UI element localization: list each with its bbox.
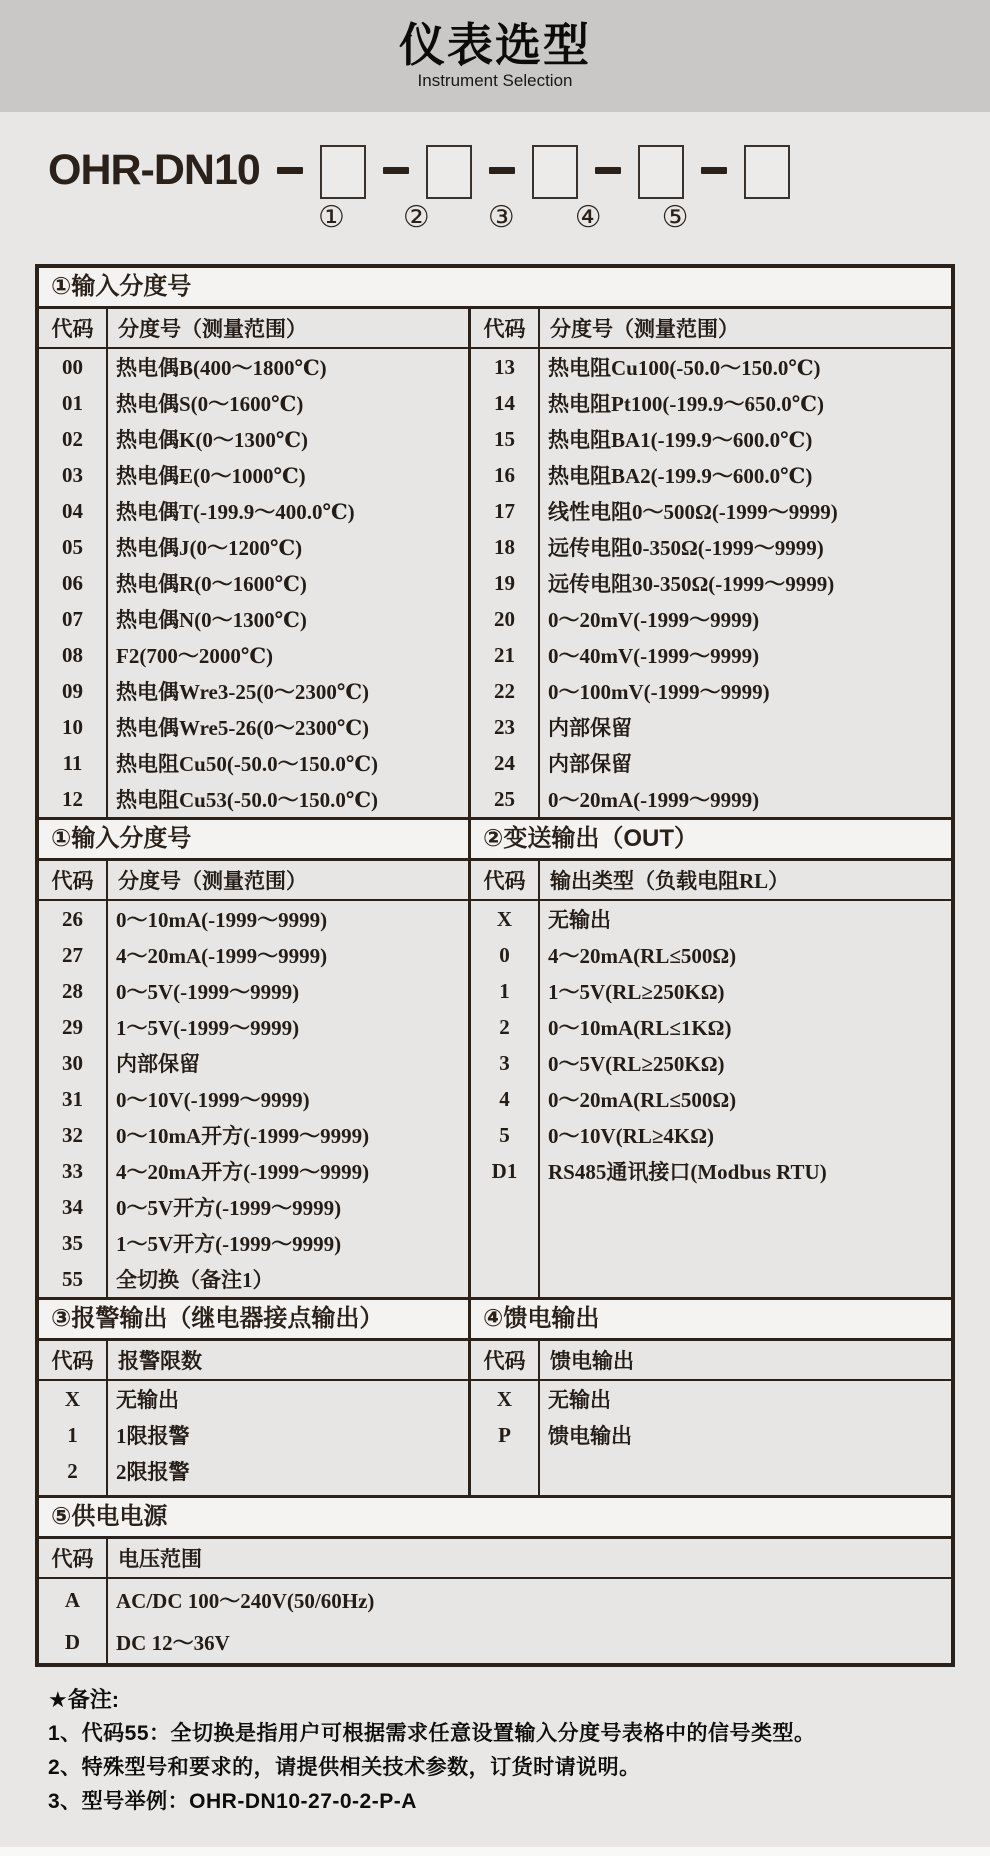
position-number-row bbox=[48, 198, 990, 238]
section1-left-rows bbox=[39, 349, 468, 817]
table-row bbox=[39, 1117, 468, 1153]
section-input-graduation-2-and-output bbox=[39, 817, 951, 1297]
table-row bbox=[471, 457, 951, 493]
model-slot-2 bbox=[366, 143, 472, 197]
desc-cell: 0～20mA(-1999～9999) bbox=[548, 788, 760, 812]
code-cell: 22 bbox=[494, 678, 515, 703]
desc-column-header: 电压范围 bbox=[118, 1547, 202, 1571]
desc-cell: 热电偶K(0～1300℃) bbox=[116, 428, 308, 452]
circled-2-icon: ② bbox=[402, 200, 430, 235]
section5-title: ⑤供电电源 bbox=[51, 1503, 168, 1530]
model-prefix: OHR-DN10 bbox=[48, 145, 260, 194]
title-band bbox=[0, 0, 990, 112]
model-code-area bbox=[0, 112, 990, 238]
desc-column-header: 输出类型（负载电阻RL） bbox=[550, 869, 790, 893]
code-cell: 14 bbox=[494, 390, 515, 415]
section4-rows bbox=[468, 1381, 951, 1495]
desc-cell: 1限报警 bbox=[116, 1424, 190, 1448]
model-slot-1 bbox=[260, 143, 366, 197]
table-row bbox=[39, 1261, 468, 1297]
model-slot-3 bbox=[472, 143, 578, 197]
desc-cell: 0～5V(-1999～9999) bbox=[116, 980, 300, 1004]
code-cell: 2 bbox=[499, 1014, 510, 1039]
selection-table bbox=[35, 264, 955, 1667]
section5-header bbox=[39, 1539, 951, 1577]
section2-right-rows bbox=[468, 901, 951, 1297]
desc-cell: 热电偶T(-199.9～400.0℃) bbox=[116, 500, 355, 524]
code-cell: 32 bbox=[62, 1122, 83, 1147]
desc-cell: 热电偶S(0～1600℃) bbox=[116, 392, 304, 416]
desc-column-header: 报警限数 bbox=[118, 1349, 202, 1373]
section-input-graduation-1 bbox=[39, 268, 951, 817]
table-row bbox=[471, 1381, 951, 1417]
table-row bbox=[471, 781, 951, 817]
table-row bbox=[471, 529, 951, 565]
code-cell: 55 bbox=[62, 1266, 83, 1291]
remarks-heading: ★备注: bbox=[48, 1687, 120, 1712]
table-row bbox=[471, 1045, 951, 1081]
code-cell: 27 bbox=[62, 942, 83, 967]
desc-cell: 内部保留 bbox=[548, 752, 632, 776]
table-row bbox=[471, 937, 951, 973]
section3-header bbox=[39, 1341, 468, 1379]
desc-cell: 1～5V开方(-1999～9999) bbox=[116, 1232, 342, 1256]
desc-cell: 2限报警 bbox=[116, 1460, 190, 1484]
table-row bbox=[471, 1009, 951, 1045]
desc-cell: 内部保留 bbox=[548, 716, 632, 740]
circled-1-icon: ① bbox=[318, 200, 345, 235]
code-cell: 16 bbox=[494, 462, 515, 487]
desc-cell: 0～5V(RL≥250KΩ) bbox=[548, 1052, 725, 1076]
desc-cell: 1～5V(RL≥250KΩ) bbox=[548, 980, 725, 1004]
code-cell: 04 bbox=[62, 498, 83, 523]
code-cell: 11 bbox=[62, 750, 83, 775]
code-cell: 09 bbox=[62, 678, 83, 703]
desc-cell: 热电阻BA2(-199.9～600.0℃) bbox=[548, 464, 813, 488]
code-cell: 2 bbox=[67, 1458, 78, 1483]
section2-right-header bbox=[468, 861, 951, 899]
dash-icon bbox=[277, 167, 303, 174]
table-row bbox=[39, 709, 468, 745]
section1-right-rows bbox=[468, 349, 951, 817]
code-cell: 13 bbox=[494, 354, 515, 379]
table-row bbox=[39, 565, 468, 601]
code-cell: 10 bbox=[62, 714, 83, 739]
table-row bbox=[39, 901, 468, 937]
section4-header bbox=[468, 1341, 951, 1379]
code-cell: 21 bbox=[494, 642, 515, 667]
table-row bbox=[39, 529, 468, 565]
code-cell: D bbox=[64, 1629, 81, 1654]
table-row bbox=[471, 1417, 951, 1453]
model-code-box-3 bbox=[532, 145, 578, 199]
desc-cell: 0～10V(RL≥4KΩ) bbox=[548, 1124, 715, 1148]
dash-icon bbox=[701, 167, 727, 174]
code-cell: 05 bbox=[62, 534, 83, 559]
table-row bbox=[471, 637, 951, 673]
table-row bbox=[471, 745, 951, 781]
desc-column-header: 分度号（测量范围） bbox=[550, 317, 739, 341]
desc-cell: 0～10mA开方(-1999～9999) bbox=[116, 1124, 370, 1148]
page-subtitle: Instrument Selection bbox=[417, 71, 573, 91]
table-row bbox=[39, 1153, 468, 1189]
desc-cell: 0～10mA(-1999～9999) bbox=[116, 908, 328, 932]
section3-title: ③报警输出（继电器接点输出） bbox=[51, 1305, 384, 1332]
code-cell: P bbox=[498, 1422, 511, 1447]
desc-cell: 远传电阻30-350Ω(-1999～9999) bbox=[548, 572, 835, 596]
table-row bbox=[471, 709, 951, 745]
code-cell: 30 bbox=[62, 1050, 83, 1075]
table-row bbox=[471, 601, 951, 637]
code-cell: 15 bbox=[494, 426, 515, 451]
desc-column-header: 分度号（测量范围） bbox=[118, 317, 307, 341]
desc-cell: 4～20mA(-1999～9999) bbox=[116, 944, 328, 968]
table-row bbox=[471, 493, 951, 529]
table-row bbox=[471, 1117, 951, 1153]
remarks-block bbox=[0, 1667, 990, 1819]
desc-cell: 热电偶N(0～1300℃) bbox=[116, 608, 307, 632]
desc-cell: RS485通讯接口(Modbus RTU) bbox=[548, 1160, 827, 1184]
table-row bbox=[39, 457, 468, 493]
table-row bbox=[39, 421, 468, 457]
code-column-header: 代码 bbox=[51, 1349, 94, 1373]
desc-cell: 无输出 bbox=[548, 908, 611, 932]
desc-cell: 0～10mA(RL≤1KΩ) bbox=[548, 1016, 732, 1040]
desc-cell: AC/DC 100～240V(50/60Hz) bbox=[116, 1589, 375, 1613]
code-cell: 06 bbox=[62, 570, 83, 595]
code-column-header: 代码 bbox=[483, 317, 526, 341]
bottom-page-edge bbox=[0, 1847, 990, 1856]
code-cell: 3 bbox=[499, 1050, 510, 1075]
code-cell: 03 bbox=[62, 462, 83, 487]
table-row bbox=[39, 1453, 468, 1489]
table-row bbox=[471, 973, 951, 1009]
table-row bbox=[471, 565, 951, 601]
table-row bbox=[471, 673, 951, 709]
desc-cell: 热电偶E(0～1000℃) bbox=[116, 464, 306, 488]
section2-right-title: ②变送输出（OUT） bbox=[468, 820, 951, 858]
table-row bbox=[471, 421, 951, 457]
code-cell: 18 bbox=[494, 534, 515, 559]
table-row bbox=[471, 901, 951, 937]
model-code-box-5 bbox=[744, 145, 790, 199]
model-code-box-1 bbox=[320, 145, 366, 199]
table-row bbox=[39, 1009, 468, 1045]
code-cell: 4 bbox=[499, 1086, 510, 1111]
table-row bbox=[39, 493, 468, 529]
desc-cell: 0～100mV(-1999～9999) bbox=[548, 680, 770, 704]
section-alarm-and-feed-output bbox=[39, 1297, 951, 1495]
code-cell: 24 bbox=[494, 750, 515, 775]
section5-rows bbox=[39, 1579, 951, 1663]
desc-cell: F2(700～2000℃) bbox=[116, 644, 273, 668]
code-cell: 26 bbox=[62, 906, 83, 931]
remark-item-2: 2、特殊型号和要求的，请提供相关技术参数，订货时请说明。 bbox=[48, 1756, 641, 1779]
table-row bbox=[471, 349, 951, 385]
desc-cell: 内部保留 bbox=[116, 1052, 200, 1076]
code-cell: 34 bbox=[62, 1194, 83, 1219]
desc-cell: 0～40mV(-1999～9999) bbox=[548, 644, 760, 668]
desc-column-header: 分度号（测量范围） bbox=[118, 869, 307, 893]
code-cell: 33 bbox=[62, 1158, 83, 1183]
code-cell: 1 bbox=[499, 978, 510, 1003]
desc-cell: 热电偶Wre3-25(0～2300℃) bbox=[116, 680, 370, 704]
code-cell: 01 bbox=[62, 390, 83, 415]
section1-left-header bbox=[39, 309, 468, 347]
desc-cell: 热电偶J(0～1200℃) bbox=[116, 536, 303, 560]
table-row bbox=[39, 781, 468, 817]
circled-4-icon: ④ bbox=[574, 200, 602, 235]
dash-icon bbox=[595, 167, 621, 174]
desc-cell: 热电偶R(0～1600℃) bbox=[116, 572, 307, 596]
code-cell: 12 bbox=[62, 786, 83, 811]
desc-cell: 全切换（备注1） bbox=[116, 1268, 274, 1292]
section2-left-rows bbox=[39, 901, 468, 1297]
code-column-header: 代码 bbox=[51, 317, 94, 341]
desc-cell: 无输出 bbox=[116, 1388, 179, 1412]
code-cell: 17 bbox=[494, 498, 515, 523]
table-row bbox=[471, 385, 951, 421]
code-cell: 28 bbox=[62, 978, 83, 1003]
desc-cell: 0～5V开方(-1999～9999) bbox=[116, 1196, 342, 1220]
table-row bbox=[39, 937, 468, 973]
desc-cell: 热电阻Pt100(-199.9～650.0℃) bbox=[548, 392, 824, 416]
table-row bbox=[39, 1225, 468, 1261]
model-slot-4 bbox=[578, 143, 684, 197]
code-cell: 0 bbox=[499, 942, 510, 967]
code-cell: 23 bbox=[494, 714, 515, 739]
code-cell: 20 bbox=[494, 606, 515, 631]
code-cell: X bbox=[496, 1386, 513, 1411]
table-row bbox=[39, 1081, 468, 1117]
model-code-line bbox=[48, 142, 990, 198]
desc-cell: 4～20mA(RL≤500Ω) bbox=[548, 944, 737, 968]
code-cell: 1 bbox=[67, 1422, 78, 1447]
desc-cell: 热电偶B(400～1800℃) bbox=[116, 356, 327, 380]
code-cell: 25 bbox=[494, 786, 515, 811]
desc-column-header: 馈电输出 bbox=[550, 1349, 634, 1373]
section2-left-title: ①输入分度号 bbox=[51, 825, 192, 852]
code-cell: 02 bbox=[62, 426, 83, 451]
remark-item-1: 1、代码55：全切换是指用户可根据需求任意设置输入分度号表格中的信号类型。 bbox=[48, 1722, 816, 1745]
desc-cell: 4～20mA开方(-1999～9999) bbox=[116, 1160, 370, 1184]
table-row bbox=[39, 601, 468, 637]
code-cell: 29 bbox=[62, 1014, 83, 1039]
desc-cell: 无输出 bbox=[548, 1388, 611, 1412]
model-code-box-4 bbox=[638, 145, 684, 199]
section2-left-header bbox=[39, 861, 468, 899]
page-title: 仪表选型 bbox=[399, 18, 591, 71]
model-code-box-2 bbox=[426, 145, 472, 199]
section1-right-header bbox=[468, 309, 951, 347]
table-row bbox=[39, 1579, 951, 1621]
remark-item-3: 3、型号举例：OHR-DN10-27-0-2-P-A bbox=[48, 1790, 417, 1813]
section-power-supply bbox=[39, 1495, 951, 1663]
desc-cell: 线性电阻0～500Ω(-1999～9999) bbox=[548, 500, 838, 524]
table-row bbox=[39, 637, 468, 673]
code-cell: 5 bbox=[499, 1122, 510, 1147]
desc-cell: 馈电输出 bbox=[548, 1424, 632, 1448]
desc-cell: 热电阻BA1(-199.9～600.0℃) bbox=[548, 428, 813, 452]
table-row bbox=[39, 745, 468, 781]
dash-icon bbox=[489, 167, 515, 174]
code-column-header: 代码 bbox=[483, 1349, 526, 1373]
table-row bbox=[39, 1381, 468, 1417]
code-cell: 31 bbox=[62, 1086, 83, 1111]
desc-cell: 0～20mA(RL≤500Ω) bbox=[548, 1088, 737, 1112]
code-cell: 35 bbox=[62, 1230, 83, 1255]
table-row bbox=[39, 1621, 951, 1663]
section4-title: ④馈电输出 bbox=[468, 1300, 951, 1338]
model-slot-5 bbox=[684, 143, 790, 197]
section3-rows bbox=[39, 1381, 468, 1495]
table-row bbox=[471, 1081, 951, 1117]
code-column-header: 代码 bbox=[51, 1547, 94, 1571]
desc-cell: 热电阻Cu53(-50.0～150.0℃) bbox=[116, 788, 378, 812]
desc-cell: 0～10V(-1999～9999) bbox=[116, 1088, 310, 1112]
table-row bbox=[39, 673, 468, 709]
table-row bbox=[471, 1153, 951, 1189]
table-row bbox=[39, 385, 468, 421]
table-row bbox=[39, 1045, 468, 1081]
code-cell: 07 bbox=[62, 606, 83, 631]
desc-cell: 热电阻Cu50(-50.0～150.0℃) bbox=[116, 752, 378, 776]
section1-title: ①输入分度号 bbox=[51, 273, 192, 300]
desc-cell: 1～5V(-1999～9999) bbox=[116, 1016, 300, 1040]
code-cell: X bbox=[496, 906, 513, 931]
table-row bbox=[39, 349, 468, 385]
table-row bbox=[39, 1189, 468, 1225]
code-cell: D1 bbox=[491, 1158, 518, 1183]
desc-cell: 远传电阻0-350Ω(-1999～9999) bbox=[548, 536, 824, 560]
desc-cell: DC 12～36V bbox=[116, 1631, 230, 1655]
code-column-header: 代码 bbox=[51, 869, 94, 893]
desc-cell: 热电偶Wre5-26(0～2300℃) bbox=[116, 716, 370, 740]
dash-icon bbox=[383, 167, 409, 174]
code-column-header: 代码 bbox=[483, 869, 526, 893]
code-cell: X bbox=[64, 1386, 81, 1411]
code-cell: 08 bbox=[62, 642, 83, 667]
code-cell: A bbox=[64, 1587, 81, 1612]
table-row bbox=[39, 1417, 468, 1453]
circled-5-icon: ⑤ bbox=[661, 200, 689, 235]
desc-cell: 0～20mV(-1999～9999) bbox=[548, 608, 760, 632]
desc-cell: 热电阻Cu100(-50.0～150.0℃) bbox=[548, 356, 821, 380]
code-cell: 19 bbox=[494, 570, 515, 595]
table-row bbox=[39, 973, 468, 1009]
circled-3-icon: ③ bbox=[487, 200, 515, 235]
code-cell: 00 bbox=[62, 354, 83, 379]
